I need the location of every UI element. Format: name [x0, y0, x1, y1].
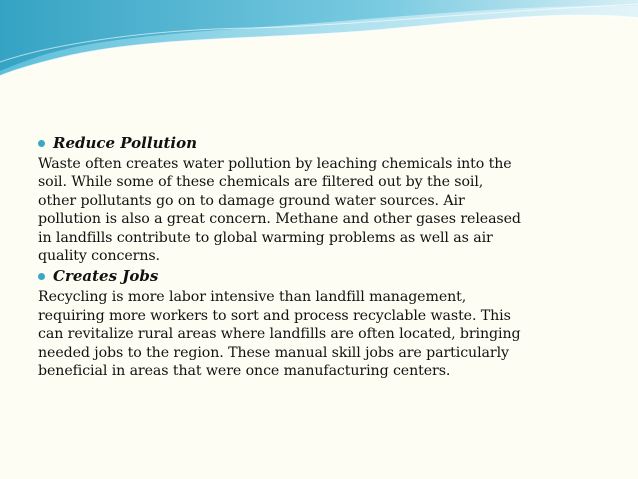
section-heading-reduce-pollution [38, 134, 598, 153]
text-line: in landfills contribute to global warming problems as well as air [38, 229, 493, 246]
text-line: Waste often creates water pollution by leaching chemicals into the [38, 156, 512, 172]
section-heading-creates-jobs [38, 267, 598, 286]
header-wave-decoration [0, 0, 638, 90]
paragraph-creates-jobs [38, 288, 598, 380]
text-line: pollution is also a great concern. Methane and other gases released [38, 211, 521, 228]
paragraph-reduce-pollution [38, 155, 598, 265]
bullet-icon [38, 273, 45, 280]
bullet-icon [38, 140, 45, 147]
heading-text: Reduce Pollution [53, 134, 198, 152]
text-line: can revitalize rural areas where landfills are often located, bringing [38, 326, 521, 343]
text-line: quality concerns. [38, 248, 160, 265]
text-line: other pollutants go on to damage ground water sources. Air [38, 192, 465, 209]
heading-text: Creates Jobs [53, 267, 159, 286]
slide-content [38, 134, 598, 382]
text-line: Recycling is more labor intensive than landfill management, [38, 289, 467, 306]
text-line: needed jobs to the region. These manual skill jobs are particularly [38, 344, 509, 361]
text-line: beneficial in areas that were once manufacturing centers. [38, 363, 451, 380]
text-line: soil. While some of these chemicals are filtered out by the soil, [38, 174, 484, 191]
text-line: requiring more workers to sort and process recyclable waste. This [38, 307, 511, 324]
